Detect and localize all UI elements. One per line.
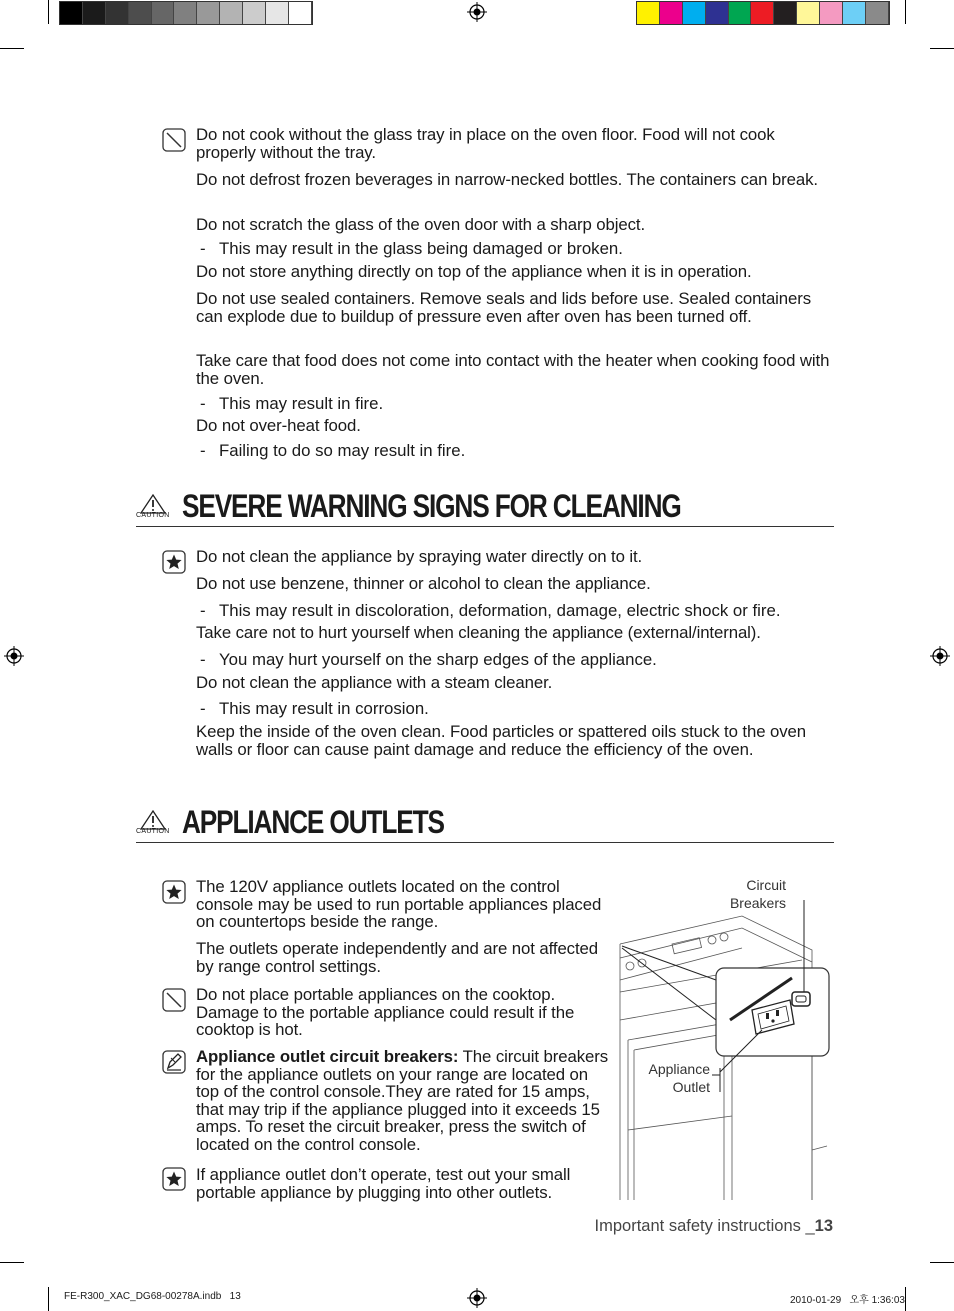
section-header-cleaning	[136, 490, 834, 527]
warning-text: Do not use sealed containers. Remove seals and lids before use. Sealed containers can explode due to buildup of pressure even after oven has been turned off.	[196, 289, 812, 326]
color-swatch	[683, 2, 706, 24]
color-swatch	[706, 2, 729, 24]
crop-mark	[905, 1287, 906, 1311]
registration-mark-icon	[4, 646, 24, 666]
color-swatch	[266, 2, 289, 24]
cmyk-color-bar	[636, 1, 890, 25]
warning-text: Do not cook without the glass tray in place on the oven floor. Food will not cook properly without the tray.	[196, 125, 775, 162]
breaker-heading: Appliance outlet circuit breakers:	[196, 1047, 459, 1066]
prohibited-icon	[162, 988, 186, 1012]
warning-subitem: - This may result in fire.	[200, 394, 384, 413]
warning-text: Do not clean the appliance with a steam cleaner.	[196, 673, 553, 692]
crop-mark	[0, 1262, 24, 1263]
color-swatch	[866, 2, 889, 24]
note-pencil-icon	[162, 1050, 186, 1074]
warning-text: Take care not to hurt yourself when cleaning the appliance (external/internal).	[196, 623, 761, 642]
outlet-text: Appliance outlet circuit breakers: The circuit breakers for the appliance outlets on your range are located on top of the control console.They are rated for 15 amps, that may trip if the appliance plugged into it exceeds 15 amps. To reset the circuit breaker, press the switch of located on the control console.	[196, 1047, 609, 1154]
important-star-icon	[162, 880, 186, 904]
warning-text: Do not over-heat food.	[196, 416, 361, 435]
color-swatch	[774, 2, 797, 24]
section-title: SEVERE WARNING SIGNS FOR CLEANING	[182, 488, 681, 524]
registration-mark-icon	[930, 646, 950, 666]
warning-text: Do not clean the appliance by spraying water directly on to it.	[196, 547, 643, 566]
color-swatch	[797, 2, 820, 24]
color-swatch	[637, 2, 660, 24]
important-star-icon	[162, 1167, 186, 1191]
print-timestamp: 2010-01-29 오후 1:36:03	[790, 1295, 905, 1306]
appliance-outlet-label: Appliance Outlet	[648, 1061, 710, 1095]
caution-triangle-icon	[140, 810, 166, 830]
outlet-text: The outlets operate independently and are not affected by range control settings.	[196, 939, 599, 976]
circuit-breakers-label: Circuit Breakers	[729, 877, 786, 911]
caution-triangle-icon	[140, 494, 166, 514]
color-swatch	[83, 2, 106, 24]
color-swatch	[289, 2, 312, 24]
color-swatch	[243, 2, 266, 24]
color-swatch	[174, 2, 197, 24]
warning-subitem: - This may result in the glass being damaged or broken.	[200, 239, 623, 258]
crop-mark	[48, 1287, 49, 1311]
page-number: 13	[814, 1217, 833, 1235]
caution-label: CAUTION	[136, 512, 170, 519]
warning-text: Do not scratch the glass of the oven door with a sharp object.	[196, 215, 646, 234]
color-swatch	[751, 2, 774, 24]
section-title: APPLIANCE OUTLETS	[182, 804, 444, 840]
section-header-outlets	[136, 806, 834, 843]
page-footer: Important safety instructions _13	[594, 1217, 833, 1235]
color-swatch	[152, 2, 175, 24]
color-swatch	[60, 2, 83, 24]
warning-text: Do not use benzene, thinner or alcohol to clean the appliance.	[196, 574, 651, 593]
warning-text: Do not defrost frozen beverages in narrow-necked bottles. The containers can break.	[196, 170, 818, 189]
important-star-icon	[162, 550, 186, 574]
crop-mark	[930, 1262, 954, 1263]
registration-mark-icon	[467, 1288, 487, 1308]
warning-subitem: - You may hurt yourself on the sharp edges of the appliance.	[200, 650, 657, 669]
warning-text: Do not store anything directly on top of the appliance when it is in operation.	[196, 262, 752, 281]
crop-mark	[905, 0, 906, 24]
file-slug: FE-R300_XAC_DG68-00278A.indb 13	[64, 1291, 241, 1302]
color-swatch	[660, 2, 683, 24]
color-swatch	[220, 2, 243, 24]
warning-subitem: - This may result in discoloration, deformation, damage, electric shock or fire.	[200, 601, 781, 620]
outlet-text: The 120V appliance outlets located on the control console may be used to run portable appliances placed on countertops beside the range.	[196, 877, 602, 931]
registration-mark-icon	[467, 2, 487, 22]
crop-mark	[930, 48, 954, 49]
color-swatch	[820, 2, 843, 24]
prohibited-icon	[162, 128, 186, 152]
color-swatch	[197, 2, 220, 24]
color-swatch	[106, 2, 129, 24]
outlet-text: Do not place portable appliances on the cooktop. Damage to the portable appliance could result if the cooktop is hot.	[196, 985, 575, 1039]
warning-subitem: - This may result in corrosion.	[200, 699, 429, 718]
color-swatch	[843, 2, 866, 24]
color-swatch	[729, 2, 752, 24]
range-outlet-illustration	[612, 900, 834, 1202]
crop-mark	[0, 48, 24, 49]
warning-text: Take care that food does not come into contact with the heater when cooking food with the oven.	[196, 351, 830, 388]
crop-mark	[48, 0, 49, 24]
warning-subitem: - Failing to do so may result in fire.	[200, 441, 466, 460]
caution-label: CAUTION	[136, 828, 170, 835]
warning-text: Keep the inside of the oven clean. Food particles or spattered oils stuck to the oven walls or floor can cause paint damage and reduce the efficiency of the oven.	[196, 722, 806, 759]
color-swatch	[129, 2, 152, 24]
grayscale-color-bar	[59, 1, 313, 25]
outlet-text: If appliance outlet don’t operate, test out your small portable appliance by plugging into other outlets.	[196, 1165, 571, 1202]
